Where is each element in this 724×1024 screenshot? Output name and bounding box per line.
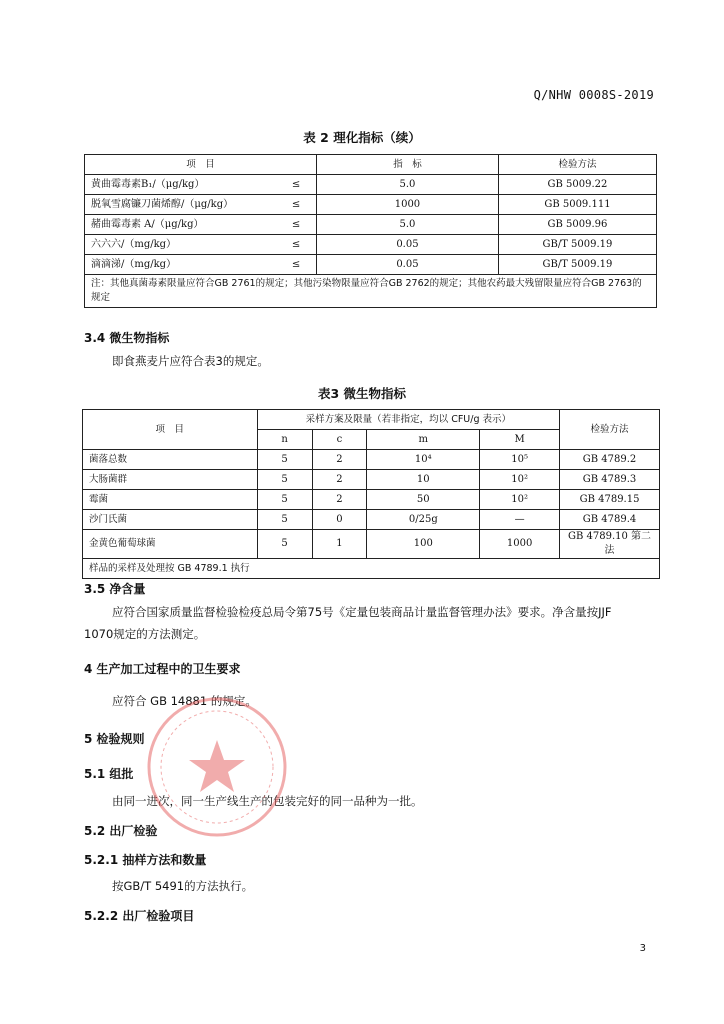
m-cell: 100 [367,530,480,559]
table-row [83,470,660,490]
m-cell: 50 [367,490,480,510]
value-cell: 5.0 [317,175,499,195]
table3-note: 样品的采样及处理按 GB 4789.1 执行 [83,559,660,579]
subheader-cell: c [312,430,367,450]
item-cell: 大肠菌群 [83,470,258,490]
c-cell: 0 [312,510,367,530]
n-cell: 5 [257,450,312,470]
method-cell: GB 4789.15 [560,490,660,510]
operator-cell: ≤ [276,175,316,195]
section-5-2-2-heading: 5.2.2 出厂检验项目 [84,909,195,923]
method-cell: GB/T 5009.19 [498,235,656,255]
section-3-5-line1: 应符合国家质量监督检验检疫总局令第75号《定量包装商品计量监督管理办法》要求。净含量按JJF [112,605,612,619]
table-note-row [83,559,660,579]
section-3-4-heading: 3.4 微生物指标 [84,331,170,345]
M-cell: — [480,510,560,530]
method-cell: GB 4789.10 第二法 [560,530,660,559]
section-5-2-1-heading: 5.2.1 抽样方法和数量 [84,853,207,867]
section-5-1-body: 由同一进次，同一生产线生产的包装完好的同一品种为一批。 [112,794,423,808]
item-cell: 金黄色葡萄球菌 [83,530,258,559]
operator-cell: ≤ [276,235,316,255]
n-cell: 5 [257,530,312,559]
table-header-cell: 指 标 [317,155,499,175]
section-4-heading: 4 生产加工过程中的卫生要求 [84,662,241,676]
c-cell: 2 [312,470,367,490]
operator-cell: ≤ [276,195,316,215]
c-cell: 2 [312,490,367,510]
n-cell: 5 [257,470,312,490]
value-cell: 0.05 [317,255,499,275]
table3 [82,409,660,579]
table-header-cell: 项 目 [85,155,317,175]
operator-cell: ≤ [276,255,316,275]
M-cell: 1000 [480,530,560,559]
page-number: 3 [639,943,646,954]
item-cell: 赭曲霉毒素 A/（μg/kg） [85,215,277,235]
company-seal [142,692,292,842]
table-row [83,450,660,470]
item-cell: 沙门氏菌 [83,510,258,530]
table-row [85,175,657,195]
n-cell: 5 [257,510,312,530]
section-3-5-line2: 1070规定的方法测定。 [84,627,206,641]
item-cell: 六六六/（mg/kg） [85,235,277,255]
table-header-row [85,155,657,175]
table-row [83,490,660,510]
item-cell: 菌落总数 [83,450,258,470]
table-header-cell: 采样方案及限量（若非指定，均以 CFU/g 表示） [257,410,559,430]
document-code: Q/NHW 0008S-2019 [533,88,654,102]
star-icon [189,740,245,792]
method-cell: GB 4789.2 [560,450,660,470]
m-cell: 10 [367,470,480,490]
table2-note: 注：其他真菌毒素限量应符合GB 2761的规定；其他污染物限量应符合GB 2762的规定；其他农药最大残留限量应符合GB 2763的规定 [85,275,657,308]
section-5-2-1-body: 按GB/T 5491的方法执行。 [112,879,254,893]
table-header-row [83,410,660,430]
method-cell: GB 5009.96 [498,215,656,235]
table-header-cell: 检验方法 [498,155,656,175]
method-cell: GB/T 5009.19 [498,255,656,275]
table-header-cell: 项 目 [83,410,258,450]
operator-cell: ≤ [276,215,316,235]
section-3-4-body: 即食燕麦片应符合表3的规定。 [112,354,269,368]
n-cell: 5 [257,490,312,510]
subheader-cell: m [367,430,480,450]
method-cell: GB 4789.3 [560,470,660,490]
M-cell: 10² [480,470,560,490]
section-4-body: 应符合 GB 14881 的规定。 [112,694,257,708]
value-cell: 1000 [317,195,499,215]
c-cell: 1 [312,530,367,559]
table-header-cell: 检验方法 [560,410,660,450]
method-cell: GB 5009.22 [498,175,656,195]
value-cell: 5.0 [317,215,499,235]
table-row [83,510,660,530]
table-row [85,235,657,255]
item-cell: 霉菌 [83,490,258,510]
subheader-cell: M [480,430,560,450]
section-5-heading: 5 检验规则 [84,732,145,746]
table-row [83,530,660,559]
method-cell: GB 5009.111 [498,195,656,215]
section-5-1-heading: 5.1 组批 [84,767,134,781]
m-cell: 0/25g [367,510,480,530]
M-cell: 10² [480,490,560,510]
table-row [85,215,657,235]
table2-caption: 表 2 理化指标（续） [303,130,421,145]
item-cell: 黄曲霉毒素B₁/（μg/kg） [85,175,277,195]
table-note-row [85,275,657,308]
table2 [84,154,657,308]
table-row [85,255,657,275]
item-cell: 脱氧雪腐镰刀菌烯醇/（μg/kg） [85,195,277,215]
item-cell: 滴滴涕/（mg/kg） [85,255,277,275]
method-cell: GB 4789.4 [560,510,660,530]
m-cell: 10⁴ [367,450,480,470]
c-cell: 2 [312,450,367,470]
table3-caption: 表3 微生物指标 [317,386,407,401]
section-3-5-heading: 3.5 净含量 [84,582,146,596]
section-5-2-heading: 5.2 出厂检验 [84,824,158,838]
subheader-cell: n [257,430,312,450]
table-row [85,195,657,215]
M-cell: 10⁵ [480,450,560,470]
value-cell: 0.05 [317,235,499,255]
